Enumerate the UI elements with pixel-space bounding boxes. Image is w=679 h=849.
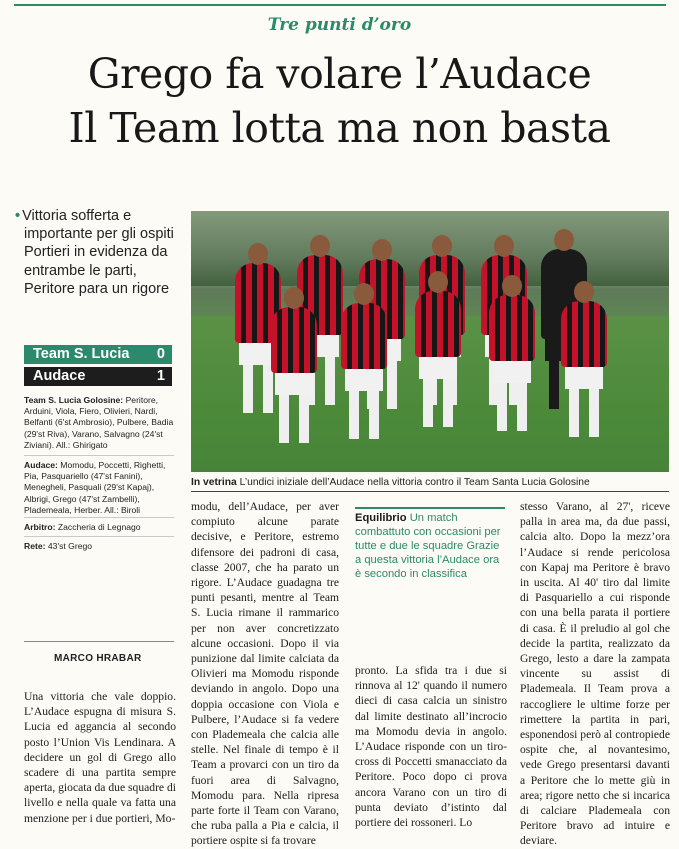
goal-label: Rete: — [24, 541, 46, 551]
score-goals: 0 — [156, 346, 165, 362]
body-column-3: pronto. La sfida tra i due si rinnova al 12' quando il numero dieci di casa calcia un sinistro dal limite destinato all’incrocio ma Momodu devia in angolo. L’Audace risponde con un tiro-cross di Poccetti smanacciato da Peritore. Poco dopo ci prova ancora Varano con un tiro di punta deviato d’istinto dal portiere dei rossoneri. Lo — [355, 664, 507, 830]
box-text: Un match combattuto con occasioni per tutte e due le squadre Grazie a questa vittoria l’Audace ora è secondo in classifica — [355, 512, 501, 580]
box-rule — [355, 507, 505, 509]
headline-line-2: Il Team lotta ma non basta — [68, 104, 611, 152]
bullet-icon: • — [15, 208, 21, 224]
team-photo — [191, 211, 669, 472]
body-column-4: stesso Varano, al 27', riceve palla in area ma, da due passi, calcia alto. Dopo la mezz’ora l’Audace si rende pericolosa con Kapaj ma Peritore è bravo in uscita. Al 40' tiro dal limite di Pasquariello a cui risponde con una bella parata il portiere di casa. È il preludio al gol che decide la partita, realizzato da Grego, lesto a dare la zampata vincente su assist di Plademeala. Il Team prova a raccogliere le ultime forze per rimettere la partita in pari, esponendosi però al contropiede ospite che, al novantesimo, vede Grego presentarsi davanti a Peritore che lo mette giù in area; rigore netto che si incarica di calciare Plademeala con Peritore bravo ad intuire e deviare. — [520, 500, 670, 848]
photo-caption — [191, 477, 669, 488]
kicker: Tre punti d’oro — [267, 15, 412, 35]
top-rule — [14, 4, 666, 6]
author: MARCO HRABAR — [54, 653, 142, 664]
divider — [24, 536, 174, 537]
lineup-home-text: Peritore, Arduini, Viola, Fiero, Olivieri, Nardi, Belfanti (6'st Ambrosio), Pulbere, Badia (29'st Riva), Varano, Salvagno (24'st Ziviani). All.: Ghirigato — [24, 395, 174, 450]
author-rule — [24, 641, 174, 642]
body-column-2: modu, dell’Audace, per aver compiuto alcune parate decisive, e Peritore, estremo difensore dei padroni di casa, classe 2007, che ha parato un rigore. L’Audace guadagna tre punti pesanti, mentre al Team S. Lucia rimane il rammarico per non aver concretizzato alcune occasioni. Dopo il via punizione dal limite calciata da Olivieri ma Momodu risponde deviando in angolo. Dopo una doppia occasione con Viola e Pulbere, l’Audace si fa vedere con Plademeala che calcia alle stelle. Nel finale di tempo è il Team a provarci con un tiro da fuori area di Salvagno, Momodu para. Nella ripresa parte forte il Team con Varano, che ruba palla a Pia e calcia, il portiere ospite si fa trovare — [191, 500, 339, 848]
referee — [24, 522, 174, 533]
score-goals: 1 — [156, 368, 165, 384]
referee-text: Zaccheria di Legnago — [57, 522, 141, 532]
headline-line-1: Grego fa volare l’Audace — [87, 50, 592, 98]
goal-scorer — [24, 541, 174, 552]
summary — [15, 207, 184, 298]
divider — [24, 517, 174, 518]
score-row-away — [24, 367, 172, 386]
referee-label: Arbitro: — [24, 522, 56, 532]
summary-text: Vittoria sofferta e importante per gli ospiti Portieri in evidenza da entrambe le parti, Peritore para un rigore — [22, 208, 174, 297]
highlight-box — [355, 511, 505, 581]
lineup-away-label: Audace: — [24, 460, 58, 470]
body-column-1: Una vittoria che vale doppio. L’Audace espugna di misura S. Lucia ed aggancia al secondo posto l’Union Vis Lendinara. A decidere un gol di Grego allo scadere di una partita sempre aperta, giocata da due squadre di livello e nella quale va fatta una menzione per i due portieri, Mo- — [24, 690, 176, 825]
caption-text: L’undici iniziale dell’Audace nella vittoria contro il Team Santa Lucia Golosine — [239, 477, 590, 488]
box-label: Equilibrio — [355, 512, 407, 524]
score-team: Team S. Lucia — [33, 346, 130, 362]
caption-label: In vetrina — [191, 477, 237, 488]
lineup-home — [24, 395, 174, 451]
caption-rule — [191, 491, 669, 492]
goal-text: 43'st Grego — [47, 541, 93, 551]
score-row-home — [24, 345, 172, 364]
lineup-home-label: Team S. Lucia Golosine: — [24, 395, 124, 405]
score-team: Audace — [33, 368, 86, 384]
divider — [24, 455, 174, 456]
lineup-away — [24, 460, 174, 516]
lineup-away-text: Momodu, Poccetti, Righetti, Pia, Pasquariello (47'st Fanini), Menegheli, Pasquali (29'st Kapaj), Albrigi, Grego (47'st Zambelli), Plademeala, Herber. All.: Biroli — [24, 460, 166, 515]
